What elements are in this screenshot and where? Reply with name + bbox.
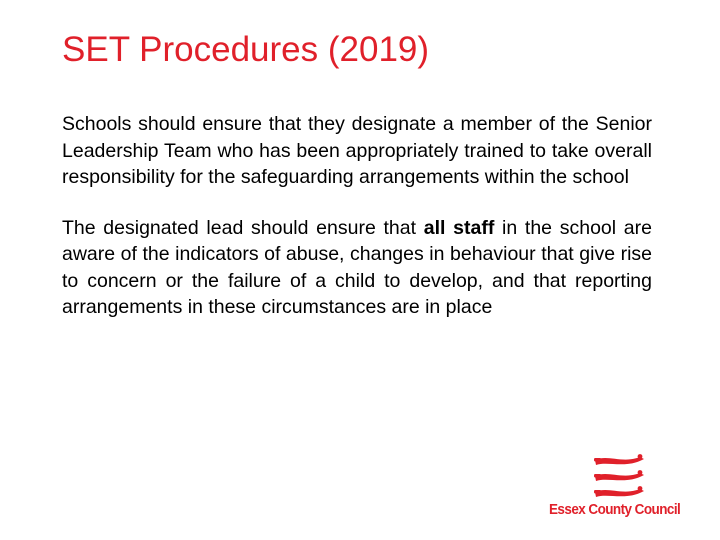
essex-county-council-logo [549,452,681,524]
paragraph-designated-lead-end: in the school are aware of the indicators of abuse, changes in behaviour that give rise to concern or the failure of a child to develop, and that reporting arrangements in these circumstances are in place [62,216,652,318]
slide-title: SET Procedures (2019) [62,30,430,69]
paragraph-slt-designation: Schools should ensure that they designate a member of the Senior Leadership Team who has been appropriately trained to take overall responsibility for the safeguarding arrangements within the school [62,113,652,188]
paragraph-designated-lead [62,215,652,321]
slide-body [62,111,652,345]
three-seaxes-icon [592,452,648,502]
logo-text: Essex County Council [549,502,681,518]
all-staff-emphasis: all staff [423,216,495,239]
paragraph-designated-lead-start: The designated lead should ensure that [62,216,424,239]
